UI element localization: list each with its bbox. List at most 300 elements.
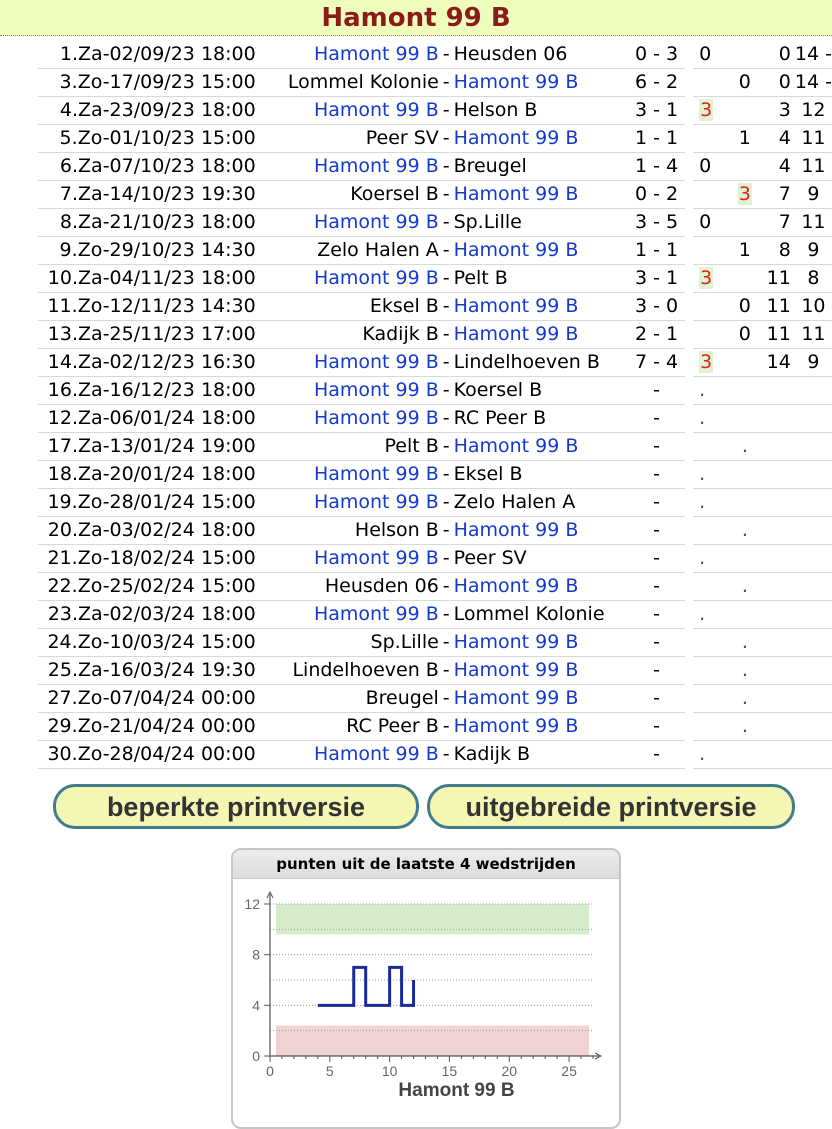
match-points: 3 bbox=[700, 267, 713, 289]
match-points: 0 bbox=[738, 323, 751, 345]
away-team: Kadijk B bbox=[453, 743, 531, 765]
cumulative-cell bbox=[758, 349, 795, 377]
points-cell bbox=[693, 517, 731, 545]
team-separator: - bbox=[439, 741, 454, 769]
match-number: 9 bbox=[59, 239, 72, 261]
team-separator: - bbox=[439, 181, 454, 209]
team-separator: - bbox=[439, 461, 454, 489]
spacer bbox=[685, 713, 693, 741]
match-time: 00:00 bbox=[200, 743, 256, 765]
match-day: Za bbox=[78, 435, 103, 457]
score-cell bbox=[628, 181, 686, 209]
match-row bbox=[38, 433, 832, 461]
home-team: Hamont 99 B bbox=[313, 743, 439, 765]
points-cell bbox=[693, 377, 731, 405]
away-team-cell bbox=[454, 517, 628, 545]
spacer bbox=[685, 41, 693, 69]
cumulative-cell bbox=[758, 685, 795, 713]
points-chart bbox=[231, 848, 621, 1129]
cumulative-cell bbox=[758, 601, 795, 629]
spacer bbox=[685, 69, 693, 97]
match-date: 07/10/23 bbox=[109, 155, 195, 177]
home-team: Pelt B bbox=[384, 435, 439, 457]
match-datetime: 14.Za-02/12/23 16:30 bbox=[38, 349, 260, 377]
match-number: 13 bbox=[47, 323, 72, 345]
score-cell bbox=[628, 125, 686, 153]
ranking: 11 bbox=[801, 211, 826, 233]
team-separator: - bbox=[439, 489, 454, 517]
away-team-cell bbox=[454, 601, 628, 629]
match-score: - bbox=[653, 715, 661, 737]
away-team: Hamont 99 B bbox=[453, 659, 579, 681]
points-cell bbox=[693, 97, 731, 125]
cumulative-points: 11 bbox=[766, 323, 791, 345]
home-team: Hamont 99 B bbox=[313, 155, 439, 177]
away-team-cell bbox=[454, 69, 628, 97]
match-date: 25/11/23 bbox=[109, 323, 195, 345]
rank-cell bbox=[795, 489, 832, 517]
spacer bbox=[685, 377, 693, 405]
match-row bbox=[38, 377, 832, 405]
match-day: Zo bbox=[77, 575, 103, 597]
match-day: Zo bbox=[77, 631, 103, 653]
away-team: Sp.Lille bbox=[453, 211, 522, 233]
match-row bbox=[38, 181, 832, 209]
score-cell bbox=[628, 517, 686, 545]
match-row bbox=[38, 125, 832, 153]
x-tick-label: 0 bbox=[266, 1063, 274, 1079]
spacer bbox=[685, 97, 693, 125]
match-number: 21 bbox=[47, 547, 72, 569]
match-score: - bbox=[653, 547, 661, 569]
home-team: Hamont 99 B bbox=[313, 547, 439, 569]
match-points: . bbox=[741, 659, 748, 681]
points-cell-alt bbox=[732, 601, 759, 629]
away-team: Hamont 99 B bbox=[453, 631, 579, 653]
match-points: . bbox=[741, 631, 748, 653]
match-points: . bbox=[699, 379, 706, 401]
cumulative-cell bbox=[758, 153, 795, 181]
match-points: . bbox=[699, 463, 706, 485]
x-tick-label: 20 bbox=[501, 1063, 518, 1079]
team-separator: - bbox=[439, 265, 454, 293]
away-team-cell bbox=[454, 573, 628, 601]
points-cell-alt bbox=[732, 405, 759, 433]
x-tick-label: 10 bbox=[381, 1063, 398, 1079]
home-team: Hamont 99 B bbox=[313, 463, 439, 485]
score-cell bbox=[628, 601, 686, 629]
match-day: Za bbox=[78, 155, 103, 177]
away-team-cell bbox=[454, 181, 628, 209]
points-cell bbox=[693, 629, 731, 657]
home-team: Koersel B bbox=[350, 183, 439, 205]
ranking: 11 bbox=[801, 155, 826, 177]
match-score: - bbox=[653, 743, 661, 765]
match-date: 28/04/24 bbox=[109, 743, 195, 765]
match-row bbox=[38, 741, 832, 769]
points-cell bbox=[693, 601, 731, 629]
points-cell-alt bbox=[732, 237, 759, 265]
match-number: 4 bbox=[59, 99, 72, 121]
home-team-cell bbox=[260, 713, 439, 741]
away-team: Breugel bbox=[453, 155, 527, 177]
spacer bbox=[685, 657, 693, 685]
match-score: - bbox=[653, 463, 661, 485]
match-time: 15:00 bbox=[200, 71, 256, 93]
match-row bbox=[38, 153, 832, 181]
home-team-cell bbox=[260, 125, 439, 153]
match-row bbox=[38, 209, 832, 237]
team-separator: - bbox=[439, 41, 454, 69]
match-score: 1 - 1 bbox=[635, 239, 679, 261]
match-number: 1 bbox=[59, 43, 72, 65]
match-points: . bbox=[699, 491, 706, 513]
match-time: 19:30 bbox=[200, 183, 256, 205]
match-day: Za bbox=[78, 603, 103, 625]
away-team-cell bbox=[454, 265, 628, 293]
match-time: 18:00 bbox=[200, 267, 256, 289]
home-team-cell bbox=[260, 629, 439, 657]
points-cell bbox=[693, 461, 731, 489]
home-team: Hamont 99 B bbox=[313, 603, 439, 625]
match-points: 3 bbox=[700, 351, 713, 373]
x-axis-label: Hamont 99 B bbox=[398, 1080, 515, 1101]
points-cell-alt bbox=[732, 321, 759, 349]
match-date: 13/01/24 bbox=[109, 435, 195, 457]
score-cell bbox=[628, 685, 686, 713]
match-date: 20/01/24 bbox=[109, 463, 195, 485]
match-time: 00:00 bbox=[200, 687, 256, 709]
points-cell-alt bbox=[732, 461, 759, 489]
match-datetime: 16.Za-16/12/23 18:00 bbox=[38, 377, 260, 405]
match-score: 0 - 3 bbox=[635, 43, 679, 65]
away-team-cell bbox=[454, 153, 628, 181]
points-cell-alt bbox=[732, 153, 759, 181]
away-team: Eksel B bbox=[453, 463, 523, 485]
points-cell bbox=[693, 573, 731, 601]
match-date: 12/11/23 bbox=[109, 295, 195, 317]
cumulative-cell bbox=[758, 657, 795, 685]
match-date: 02/12/23 bbox=[109, 351, 195, 373]
home-team: Breugel bbox=[365, 687, 439, 709]
match-date: 25/02/24 bbox=[109, 575, 195, 597]
away-team: Zelo Halen A bbox=[453, 491, 576, 513]
match-datetime: 22.Zo-25/02/24 15:00 bbox=[38, 573, 260, 601]
home-team: Eksel B bbox=[369, 295, 439, 317]
home-team-cell bbox=[260, 657, 439, 685]
match-datetime: 13.Za-25/11/23 17:00 bbox=[38, 321, 260, 349]
match-time: 18:00 bbox=[200, 379, 256, 401]
match-points: . bbox=[699, 407, 706, 429]
away-team-cell bbox=[454, 713, 628, 741]
points-cell-alt bbox=[732, 545, 759, 573]
points-cell-alt bbox=[732, 125, 759, 153]
match-day: Zo bbox=[77, 687, 103, 709]
match-time: 14:30 bbox=[200, 239, 256, 261]
ranking: 14 - bbox=[794, 43, 832, 65]
match-points: 0 bbox=[738, 295, 751, 317]
match-row bbox=[38, 321, 832, 349]
away-team: Hamont 99 B bbox=[453, 687, 579, 709]
points-cell bbox=[693, 153, 731, 181]
match-points: . bbox=[741, 519, 748, 541]
points-cell bbox=[693, 405, 731, 433]
match-points: . bbox=[741, 715, 748, 737]
chart-plot bbox=[233, 880, 619, 1126]
points-cell-alt bbox=[732, 349, 759, 377]
match-day: Za bbox=[78, 379, 103, 401]
points-cell-alt bbox=[732, 69, 759, 97]
match-points: . bbox=[741, 687, 748, 709]
points-cell-alt bbox=[732, 377, 759, 405]
match-score: - bbox=[653, 687, 661, 709]
match-day: Za bbox=[78, 43, 103, 65]
cumulative-cell bbox=[758, 321, 795, 349]
points-cell bbox=[693, 265, 731, 293]
ranking: 8 bbox=[807, 267, 820, 289]
cumulative-cell bbox=[758, 433, 795, 461]
rank-cell bbox=[795, 209, 832, 237]
match-points: . bbox=[699, 603, 706, 625]
home-team: Hamont 99 B bbox=[313, 351, 439, 373]
rank-cell bbox=[795, 713, 832, 741]
match-row bbox=[38, 97, 832, 125]
match-day: Zo bbox=[77, 715, 103, 737]
cumulative-points: 0 bbox=[778, 43, 791, 65]
away-team: Helson B bbox=[453, 99, 538, 121]
match-date: 16/03/24 bbox=[109, 659, 195, 681]
home-team: Lindelhoeven B bbox=[292, 659, 439, 681]
match-time: 19:00 bbox=[200, 435, 256, 457]
match-score: 7 - 4 bbox=[635, 351, 679, 373]
match-time: 19:30 bbox=[200, 659, 256, 681]
match-score: - bbox=[653, 491, 661, 513]
home-team-cell bbox=[260, 41, 439, 69]
away-team-cell bbox=[454, 405, 628, 433]
match-time: 15:00 bbox=[200, 631, 256, 653]
away-team-cell bbox=[454, 377, 628, 405]
home-team: Peer SV bbox=[365, 127, 439, 149]
match-datetime: 30.Zo-28/04/24 00:00 bbox=[38, 741, 260, 769]
match-time: 18:00 bbox=[200, 407, 256, 429]
score-cell bbox=[628, 209, 686, 237]
y-tick-label: 8 bbox=[252, 946, 260, 963]
home-team: RC Peer B bbox=[346, 715, 439, 737]
rank-cell bbox=[795, 433, 832, 461]
match-score: - bbox=[653, 575, 661, 597]
team-separator: - bbox=[439, 321, 454, 349]
rank-cell bbox=[795, 377, 832, 405]
ranking: 11 bbox=[801, 323, 826, 345]
match-number: 25 bbox=[47, 659, 72, 681]
limited-print-button[interactable]: beperkte printversie bbox=[53, 784, 419, 829]
match-number: 7 bbox=[59, 183, 72, 205]
match-row bbox=[38, 69, 832, 97]
home-team-cell bbox=[260, 265, 439, 293]
away-team-cell bbox=[454, 349, 628, 377]
match-datetime: 25.Za-16/03/24 19:30 bbox=[38, 657, 260, 685]
match-datetime: 11.Zo-12/11/23 14:30 bbox=[38, 293, 260, 321]
match-datetime: 8.Za-21/10/23 18:00 bbox=[38, 209, 260, 237]
home-team-cell bbox=[260, 349, 439, 377]
score-cell bbox=[628, 713, 686, 741]
cumulative-cell bbox=[758, 741, 795, 769]
match-row bbox=[38, 713, 832, 741]
spacer bbox=[685, 209, 693, 237]
away-team: Hamont 99 B bbox=[453, 575, 579, 597]
points-cell bbox=[693, 657, 731, 685]
home-team-cell bbox=[260, 489, 439, 517]
match-datetime: 19.Zo-28/01/24 15:00 bbox=[38, 489, 260, 517]
match-number: 16 bbox=[47, 379, 72, 401]
match-datetime: 18.Za-20/01/24 18:00 bbox=[38, 461, 260, 489]
away-team-cell bbox=[454, 125, 628, 153]
home-team-cell bbox=[260, 209, 439, 237]
away-team: Hamont 99 B bbox=[453, 323, 579, 345]
match-datetime: 23.Za-02/03/24 18:00 bbox=[38, 601, 260, 629]
match-row bbox=[38, 517, 832, 545]
spacer bbox=[685, 293, 693, 321]
match-number: 27 bbox=[47, 687, 72, 709]
away-team-cell bbox=[454, 629, 628, 657]
spacer bbox=[685, 265, 693, 293]
match-datetime: 3.Zo-17/09/23 15:00 bbox=[38, 69, 260, 97]
match-day: Za bbox=[78, 211, 103, 233]
match-day: Za bbox=[78, 323, 103, 345]
rank-cell bbox=[795, 685, 832, 713]
match-score: 3 - 0 bbox=[635, 295, 679, 317]
cumulative-points: 11 bbox=[766, 267, 791, 289]
score-cell bbox=[628, 461, 686, 489]
match-day: Za bbox=[78, 519, 103, 541]
home-team-cell bbox=[260, 461, 439, 489]
match-time: 18:00 bbox=[200, 99, 256, 121]
spacer bbox=[685, 181, 693, 209]
match-time: 16:30 bbox=[200, 351, 256, 373]
spacer bbox=[685, 601, 693, 629]
rank-cell bbox=[795, 741, 832, 769]
match-date: 28/01/24 bbox=[109, 491, 195, 513]
match-datetime: 4.Za-23/09/23 18:00 bbox=[38, 97, 260, 125]
match-date: 18/02/24 bbox=[109, 547, 195, 569]
match-time: 18:00 bbox=[200, 155, 256, 177]
home-team-cell bbox=[260, 293, 439, 321]
score-cell bbox=[628, 69, 686, 97]
team-separator: - bbox=[439, 713, 454, 741]
spacer bbox=[685, 741, 693, 769]
team-separator: - bbox=[439, 209, 454, 237]
match-points: 0 bbox=[738, 71, 751, 93]
home-team-cell bbox=[260, 517, 439, 545]
score-cell bbox=[628, 97, 686, 125]
cumulative-cell bbox=[758, 181, 795, 209]
match-row bbox=[38, 601, 832, 629]
points-cell bbox=[693, 489, 731, 517]
team-separator: - bbox=[439, 97, 454, 125]
match-time: 15:00 bbox=[200, 127, 256, 149]
score-cell bbox=[628, 405, 686, 433]
rank-cell bbox=[795, 601, 832, 629]
home-team: Hamont 99 B bbox=[313, 379, 439, 401]
points-cell bbox=[693, 69, 731, 97]
match-day: Za bbox=[78, 407, 103, 429]
match-number: 30 bbox=[47, 743, 72, 765]
score-cell bbox=[628, 293, 686, 321]
points-cell bbox=[693, 181, 731, 209]
away-team-cell bbox=[454, 489, 628, 517]
points-cell bbox=[693, 349, 731, 377]
match-score: 3 - 1 bbox=[635, 267, 679, 289]
rank-cell bbox=[795, 181, 832, 209]
home-team-cell bbox=[260, 377, 439, 405]
points-cell bbox=[693, 41, 731, 69]
score-cell bbox=[628, 377, 686, 405]
x-tick-label: 5 bbox=[325, 1063, 334, 1079]
away-team-cell bbox=[454, 461, 628, 489]
ranking: 10 bbox=[801, 295, 826, 317]
points-cell-alt bbox=[732, 629, 759, 657]
away-team-cell bbox=[454, 237, 628, 265]
spacer bbox=[685, 461, 693, 489]
match-score: 1 - 4 bbox=[635, 155, 679, 177]
points-cell bbox=[693, 321, 731, 349]
match-date: 03/02/24 bbox=[109, 519, 195, 541]
score-cell bbox=[628, 321, 686, 349]
score-cell bbox=[628, 545, 686, 573]
match-points: . bbox=[741, 575, 748, 597]
away-team: Lommel Kolonie bbox=[453, 603, 605, 625]
match-number: 29 bbox=[47, 715, 72, 737]
match-points: 1 bbox=[738, 127, 751, 149]
home-team: Hamont 99 B bbox=[313, 43, 439, 65]
points-cell-alt bbox=[732, 489, 759, 517]
match-time: 15:00 bbox=[200, 547, 256, 569]
match-row bbox=[38, 545, 832, 573]
away-team: Hamont 99 B bbox=[453, 71, 579, 93]
cumulative-cell bbox=[758, 517, 795, 545]
points-cell bbox=[693, 741, 731, 769]
spacer bbox=[685, 545, 693, 573]
match-date: 17/09/23 bbox=[109, 71, 195, 93]
cumulative-points: 14 bbox=[766, 351, 791, 373]
points-cell bbox=[693, 685, 731, 713]
score-cell bbox=[628, 433, 686, 461]
match-number: 19 bbox=[47, 491, 72, 513]
y-tick-label: 12 bbox=[244, 896, 260, 912]
points-cell-alt bbox=[732, 685, 759, 713]
extended-print-button[interactable]: uitgebreide printversie bbox=[427, 784, 795, 829]
match-day: Zo bbox=[77, 71, 103, 93]
rank-cell bbox=[795, 657, 832, 685]
team-separator: - bbox=[439, 517, 454, 545]
score-cell bbox=[628, 41, 686, 69]
points-cell bbox=[693, 125, 731, 153]
points-cell bbox=[693, 237, 731, 265]
team-separator: - bbox=[439, 377, 454, 405]
points-cell-alt bbox=[732, 741, 759, 769]
rank-cell bbox=[795, 69, 832, 97]
upper-band bbox=[276, 904, 589, 934]
match-datetime: 12.Za-06/01/24 18:00 bbox=[38, 405, 260, 433]
score-cell bbox=[628, 573, 686, 601]
match-date: 04/11/23 bbox=[109, 267, 195, 289]
match-points: 0 bbox=[699, 155, 712, 177]
points-cell bbox=[693, 209, 731, 237]
cumulative-cell bbox=[758, 545, 795, 573]
score-cell bbox=[628, 657, 686, 685]
home-team-cell bbox=[260, 405, 439, 433]
match-row bbox=[38, 293, 832, 321]
